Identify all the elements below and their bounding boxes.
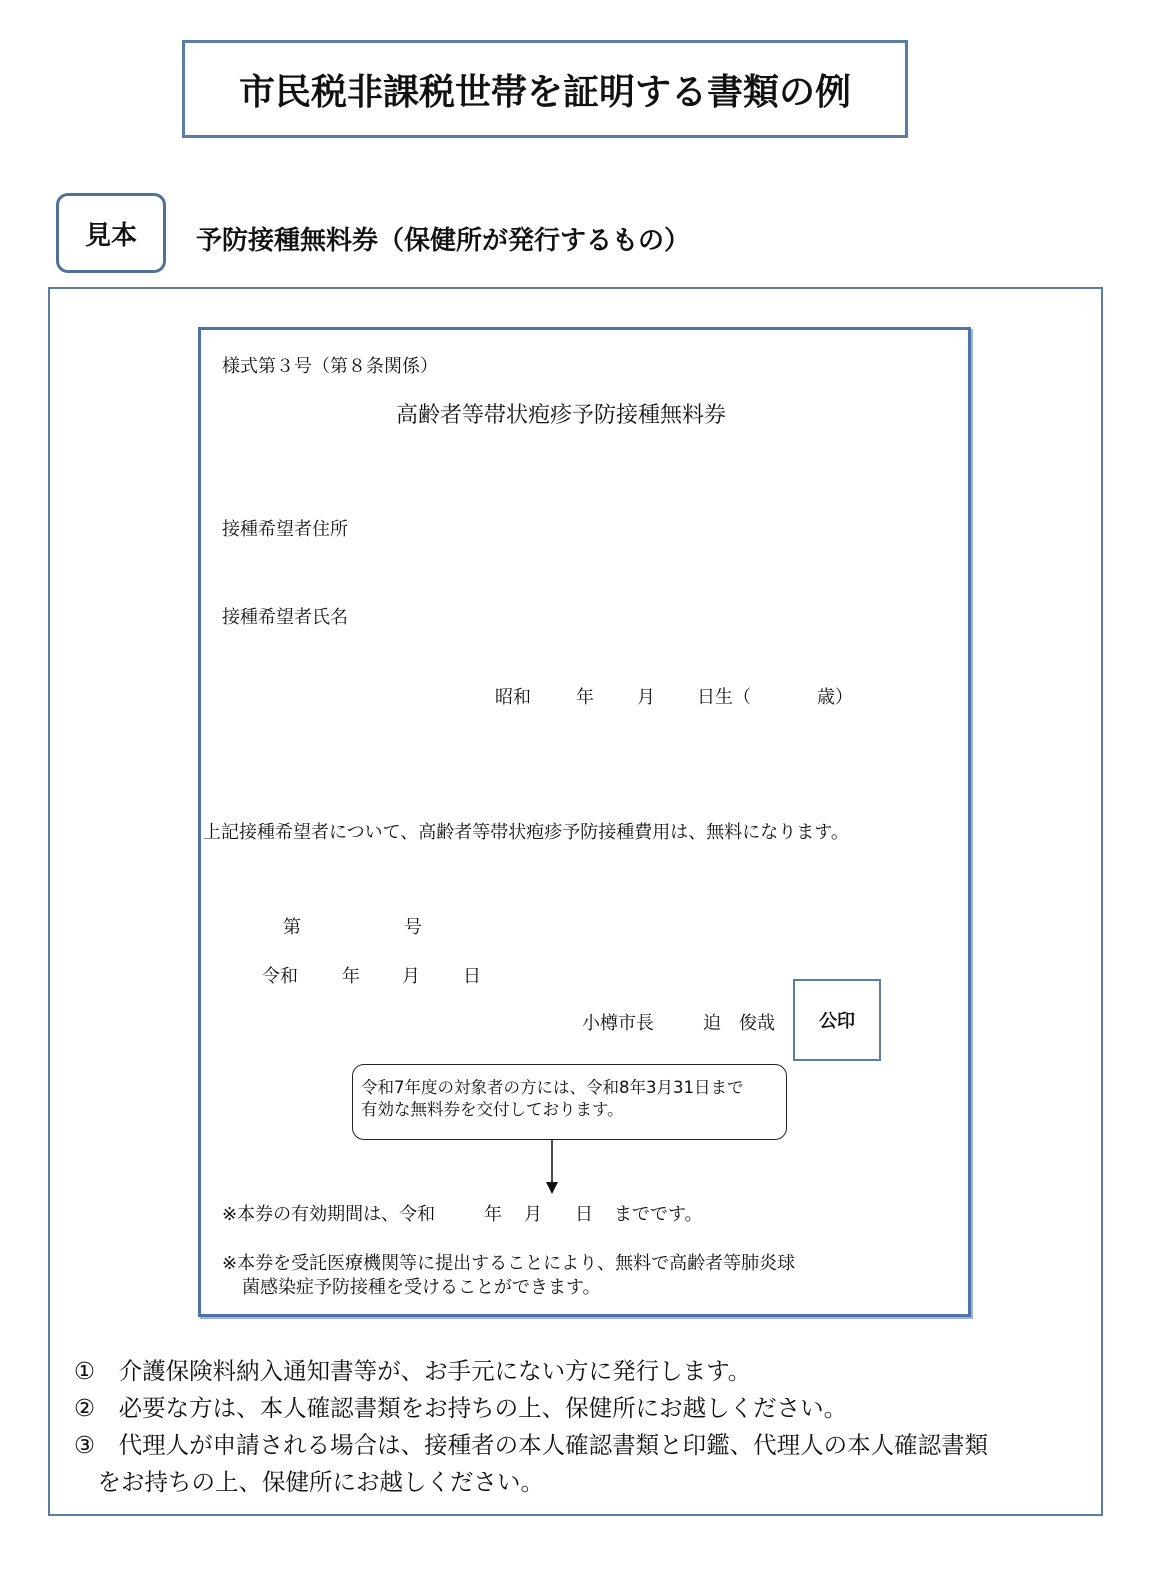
name-label: 接種希望者氏名 (222, 607, 348, 628)
down-arrow-icon (540, 1140, 564, 1196)
ticket-note-line-2: 菌感染症予防接種を受けることができます。 (242, 1277, 601, 1298)
callout-line-2: 有効な無料券を交付しております。 (361, 1100, 624, 1119)
issuer-name: 迫 俊哉 (703, 1013, 775, 1034)
ticket-title: 高齢者等帯状疱疹予防接種無料券 (396, 403, 727, 428)
date-era: 令和 (262, 966, 298, 987)
callout-note (352, 1064, 787, 1140)
ticket-statement: 上記接種希望者について、高齢者等帯状疱疹予防接種費用は、無料になります。 (203, 822, 849, 843)
date-month: 月 (402, 966, 420, 987)
birth-age: 歳） (817, 687, 853, 708)
validity-text: ※本券の有効期間は、令和 (222, 1204, 436, 1225)
issuer-title: 小樽市長 (582, 1013, 654, 1034)
validity-day: 日 (575, 1204, 593, 1225)
sample-badge: 見本 (56, 193, 166, 273)
ticket-note-line-1: ※本券を受託医療機関等に提出することにより、無料で高齢者等肺炎球 (222, 1253, 796, 1274)
validity-end: までです。 (614, 1204, 703, 1225)
note-item: ③ 代理人が申請される場合は、接種者の本人確認書類と印鑑、代理人の本人確認書類 (74, 1431, 989, 1459)
birth-month: 月 (637, 687, 655, 708)
number-prefix: 第 (283, 917, 301, 938)
page-title: 市民税非課税世帯を証明する書類の例 (182, 40, 908, 138)
note-item: をお持ちの上、保健所にお越しください。 (74, 1468, 544, 1496)
date-day: 日 (463, 966, 481, 987)
birth-year: 年 (576, 687, 594, 708)
birth-era: 昭和 (495, 687, 531, 708)
note-item: ② 必要な方は、本人確認書類をお持ちの上、保健所にお越しください。 (74, 1394, 848, 1422)
birth-day: 日生（ (697, 687, 751, 708)
callout-line-1: 令和7年度の対象者の方には、令和8年3月31日まで (361, 1078, 744, 1097)
address-label: 接種希望者住所 (222, 519, 348, 540)
official-seal-box: 公印 (793, 979, 881, 1061)
date-year: 年 (342, 966, 360, 987)
note-item: ① 介護保険料納入通知書等が、お手元にない方に発行します。 (74, 1357, 752, 1385)
validity-month: 月 (524, 1204, 542, 1225)
form-number: 様式第３号（第８条関係） (222, 356, 438, 377)
number-suffix: 号 (404, 917, 422, 938)
validity-year: 年 (484, 1204, 502, 1225)
sample-heading: 予防接種無料券（保健所が発行するもの） (196, 226, 691, 256)
